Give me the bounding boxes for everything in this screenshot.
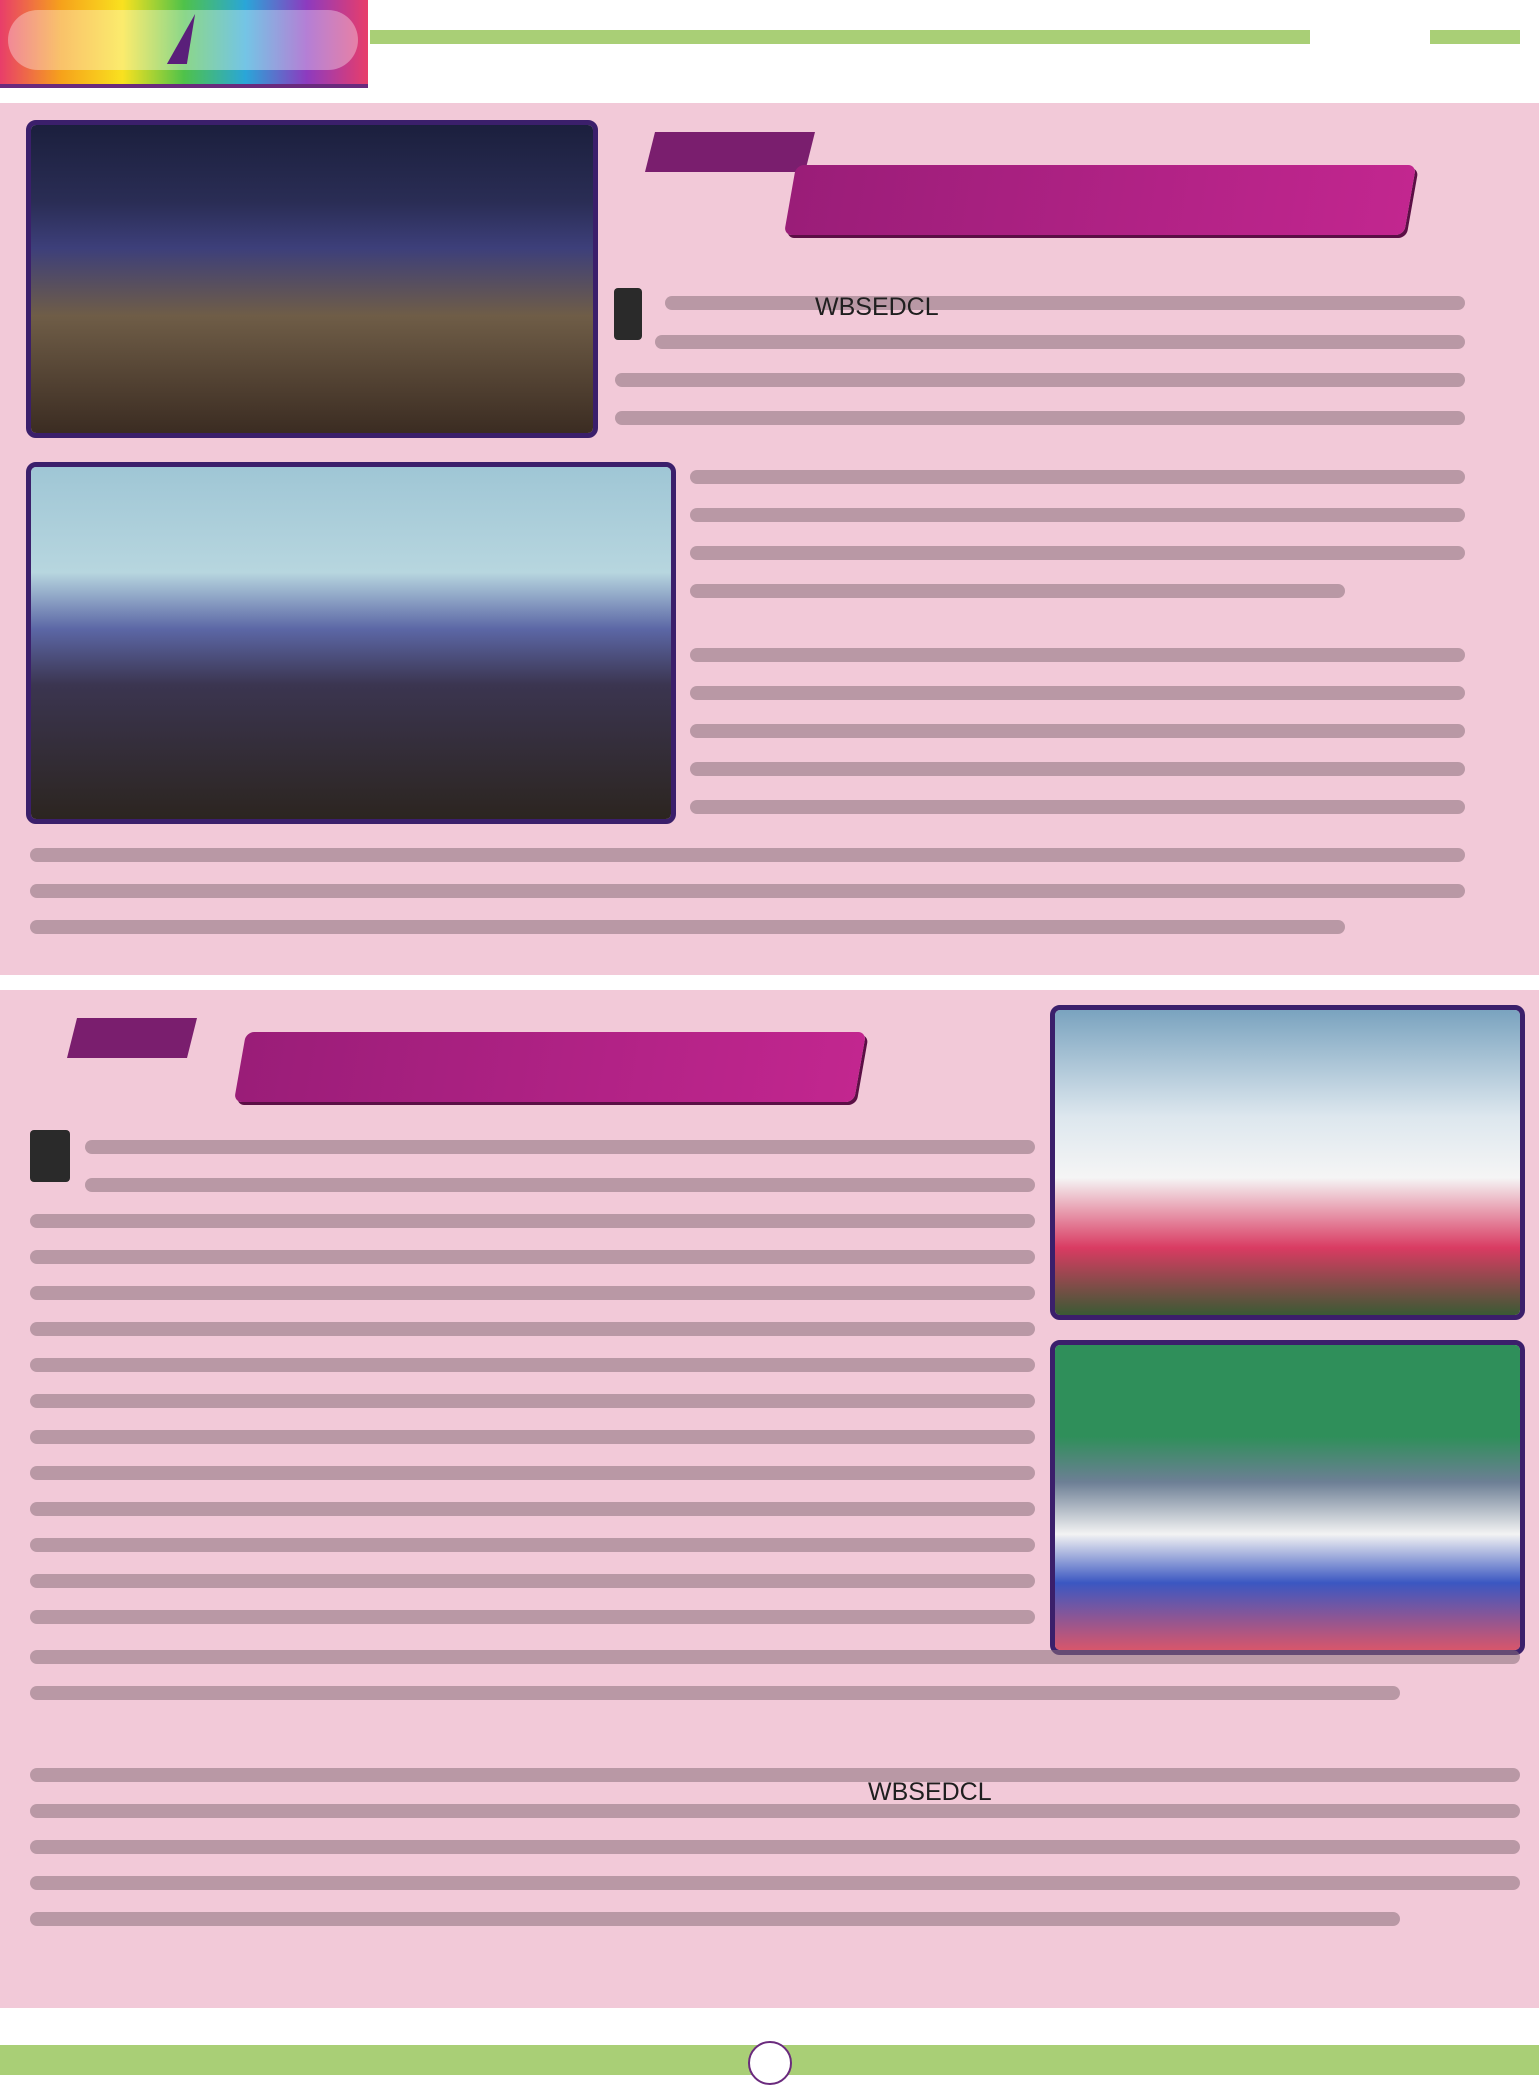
text-line-placeholder: [30, 884, 1465, 898]
newsletter-logo: [0, 0, 368, 88]
article-headline: [234, 1032, 866, 1102]
text-line-placeholder: [30, 1650, 1520, 1664]
text-line-placeholder: [30, 1214, 1035, 1228]
text-line-placeholder: [690, 800, 1465, 814]
text-line-placeholder: [30, 1876, 1520, 1890]
text-line-placeholder: [30, 1574, 1035, 1588]
text-line-placeholder: [655, 335, 1465, 349]
text-line-placeholder: [30, 1840, 1520, 1854]
text-line-placeholder: [615, 373, 1465, 387]
text-line-placeholder: [30, 1538, 1035, 1552]
location-ribbon: [645, 132, 815, 172]
photo-seminar-audience: [26, 462, 676, 824]
text-line-placeholder: [30, 848, 1465, 862]
text-line-placeholder: [30, 1358, 1035, 1372]
text-line-placeholder: [30, 1912, 1400, 1926]
text-line-placeholder: [30, 1768, 1520, 1782]
text-line-placeholder: [85, 1140, 1035, 1154]
text-line-placeholder: [690, 724, 1465, 738]
article-headline: [784, 165, 1416, 235]
text-line-placeholder: [30, 1804, 1520, 1818]
photo-dais-guests: [1050, 1340, 1525, 1655]
text-line-placeholder: [30, 1686, 1400, 1700]
text-line-placeholder: [30, 1394, 1035, 1408]
page-number-badge: [748, 2041, 792, 2085]
text-line-placeholder: [690, 508, 1465, 522]
issue-date-area: [1310, 18, 1430, 58]
org-name: WBSEDCL: [868, 1778, 992, 1806]
text-line-placeholder: [85, 1178, 1035, 1192]
text-line-placeholder: [690, 648, 1465, 662]
text-line-placeholder: [615, 411, 1465, 425]
text-line-placeholder: [690, 762, 1465, 776]
drop-cap: [614, 288, 642, 340]
drop-cap: [30, 1130, 70, 1182]
text-line-placeholder: [690, 686, 1465, 700]
text-line-placeholder: [30, 1322, 1035, 1336]
text-line-placeholder: [690, 546, 1465, 560]
text-line-placeholder: [30, 1466, 1035, 1480]
text-line-placeholder: [690, 584, 1345, 598]
text-line-placeholder: [30, 1610, 1035, 1624]
photo-seminar-stage: [26, 120, 598, 438]
text-line-placeholder: [30, 1250, 1035, 1264]
text-line-placeholder: [665, 296, 1465, 310]
org-name: WBSEDCL: [815, 293, 939, 321]
text-line-placeholder: [30, 920, 1345, 934]
photo-prize-distribution: [1050, 1005, 1525, 1320]
location-ribbon: [67, 1018, 197, 1058]
text-line-placeholder: [30, 1502, 1035, 1516]
text-line-placeholder: [30, 1430, 1035, 1444]
text-line-placeholder: [30, 1286, 1035, 1300]
text-line-placeholder: [690, 470, 1465, 484]
